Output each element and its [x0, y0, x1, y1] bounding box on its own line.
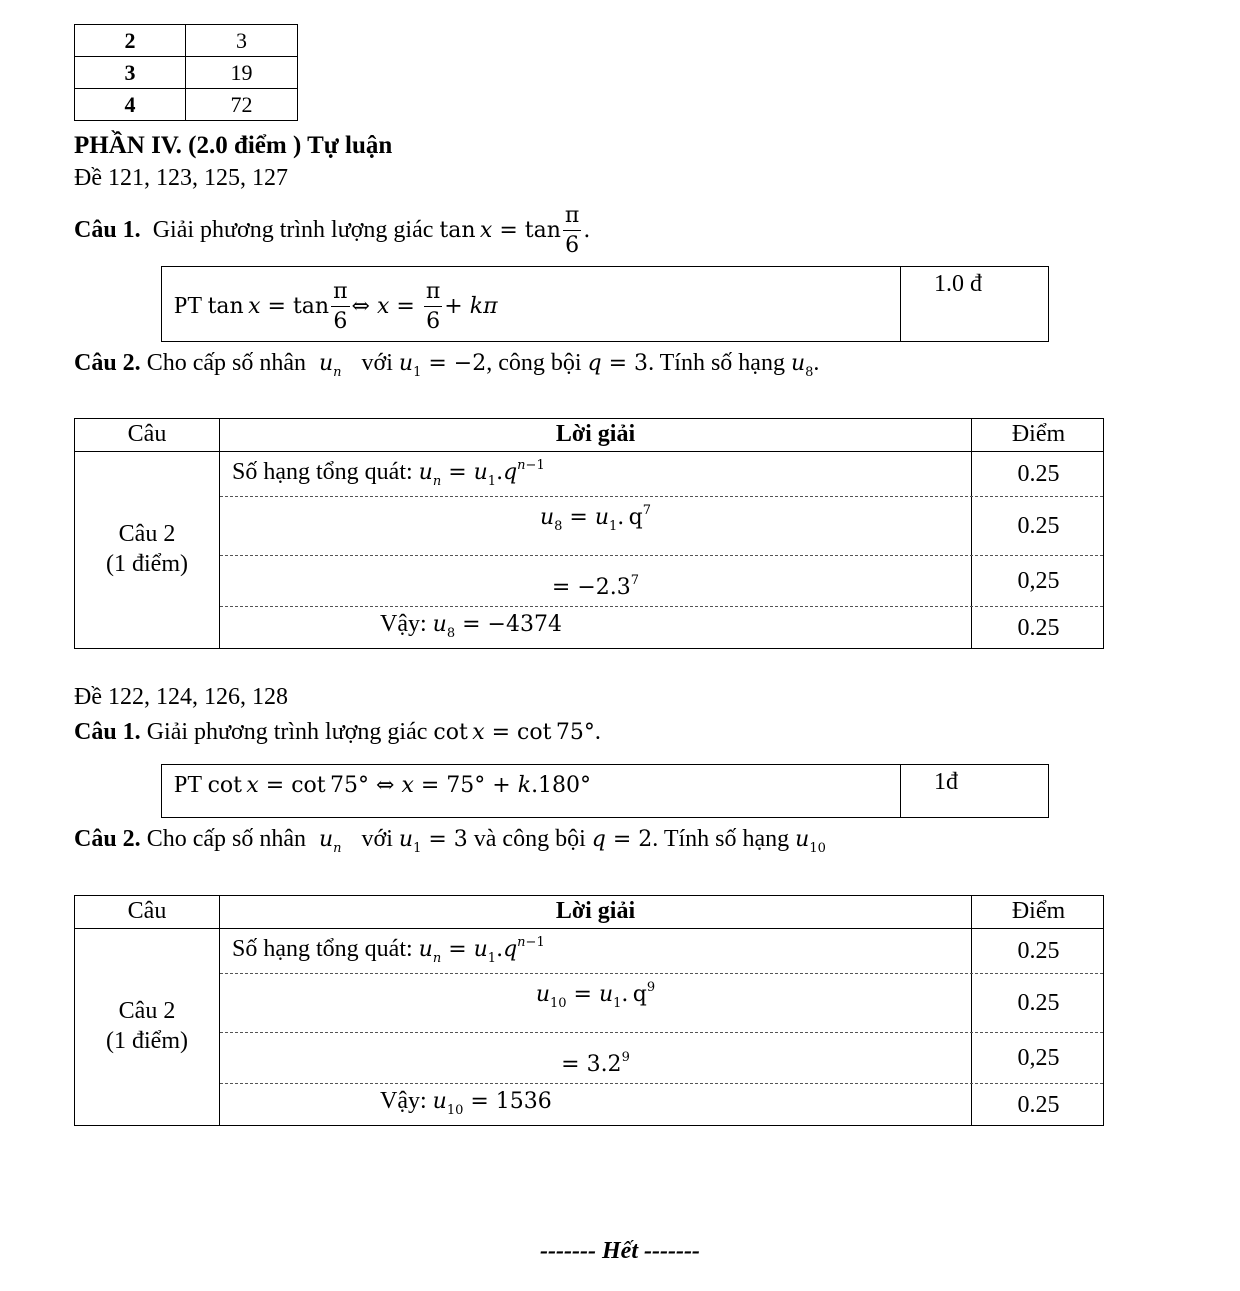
answer-key: 2: [75, 25, 186, 57]
question-label: Câu 1.: [74, 217, 141, 243]
answer-prefix: PT: [174, 772, 202, 798]
solution-prefix: Vậy:: [380, 1088, 427, 1114]
answer-key: 4: [75, 89, 186, 121]
question-text: và công bội: [473, 826, 586, 852]
equation: tan x = tan $\frac{\pi}{6}$ .: [439, 203, 591, 258]
score: 0.25: [1017, 461, 1060, 487]
answer-table: [74, 24, 298, 121]
section-title: PHẦN IV. (2.0 điểm ) Tự luận: [74, 132, 393, 159]
table-row: [75, 25, 298, 57]
question-text: . Tính số hạng: [648, 350, 785, 376]
question-label: Câu 2.: [74, 350, 141, 376]
solution-line: $u_8 = u_1$. $q^7$: [539, 503, 652, 534]
score: 0.25: [1017, 1092, 1060, 1118]
score: 0,25: [1017, 1045, 1060, 1071]
table-row: [75, 57, 298, 89]
solution-line: = $-2.3^7$: [551, 573, 640, 600]
question-label: Câu 1.: [74, 719, 141, 745]
header-loigiai: Lời giải: [555, 898, 636, 924]
question-2: Câu 2. Cho cấp số nhân $u_n$ với $u_1 = -2$, công bội q = 3. Tính số hạng $u_8$.: [74, 350, 820, 380]
question-text: , công bội: [486, 350, 582, 376]
question-text: Cho cấp số nhân: [146, 350, 306, 376]
end-marker: ------- Hết -------: [540, 1238, 700, 1264]
question-text: với: [361, 350, 393, 376]
solution-prefix: Số hạng tổng quát:: [232, 936, 413, 962]
solution-line: Số hạng tổng quát: $u_n = u_1.q^{n-1}$: [232, 935, 545, 966]
header-loigiai: Lời giải: [555, 421, 636, 447]
answer-prefix: PT: [174, 293, 202, 319]
question-1: [74, 205, 590, 257]
answer-text: PT tan x = tan $\frac{\pi}{6}$ ⇔ x = $\frac{\pi}{6}$ + kπ: [174, 279, 498, 334]
answer-value: 19: [186, 57, 298, 89]
answer-box: [161, 764, 1049, 818]
solution-prefix: Vậy:: [380, 611, 427, 637]
row-label: Câu 2: [118, 998, 176, 1024]
question-1: Câu 1. Giải phương trình lượng giác cot x = cot 75°.: [74, 719, 601, 745]
question-text: Cho cấp số nhân: [146, 826, 306, 852]
solution-line: Vậy: $u_8 = -4374$: [380, 611, 562, 641]
solution-table: [74, 895, 1104, 1126]
header-diem: Điểm: [1011, 421, 1066, 447]
question-label: Câu 2.: [74, 826, 141, 852]
answer-key: 3: [75, 57, 186, 89]
exam-codes: Đề 122, 124, 126, 128: [74, 684, 288, 710]
table-row: [75, 89, 298, 121]
score: 0,25: [1017, 568, 1060, 594]
solution-line: = $3.2^9$: [561, 1050, 630, 1077]
score: 1đ: [934, 769, 958, 795]
solution-table: [74, 418, 1104, 649]
row-label: (1 điểm): [106, 1028, 188, 1054]
score: 0.25: [1017, 938, 1060, 964]
header-diem: Điểm: [1011, 898, 1066, 924]
score: 0.25: [1017, 615, 1060, 641]
answer-value: 3: [186, 25, 298, 57]
solution-line: $u_{10} = u_1$. $q^9$: [535, 980, 656, 1011]
answer-value: 72: [186, 89, 298, 121]
question-2: Câu 2. Cho cấp số nhân $u_n$ với $u_1 = 3$ và công bội q = 2. Tính số hạng $u_{10}$: [74, 826, 826, 856]
answer-text: PT cot x = cot 75° ⇔ x = 75° + k.180°: [174, 772, 592, 798]
solution-line: Vậy: $u_{10} = 1536$: [380, 1088, 552, 1118]
solution-line: Số hạng tổng quát: $u_n = u_1.q^{n-1}$: [232, 458, 545, 489]
header-cau: Câu: [127, 898, 167, 924]
question-text: với: [361, 826, 393, 852]
answer-box: [161, 266, 1049, 342]
question-text: . Tính số hạng: [652, 826, 790, 852]
row-label: Câu 2: [118, 521, 176, 547]
exam-codes: Đề 121, 123, 125, 127: [74, 165, 288, 191]
question-text: Giải phương trình lượng giác: [146, 719, 428, 745]
score: 0.25: [1017, 990, 1060, 1016]
score: 0.25: [1017, 513, 1060, 539]
row-label: (1 điểm): [106, 551, 188, 577]
header-cau: Câu: [127, 421, 167, 447]
solution-prefix: Số hạng tổng quát:: [232, 459, 413, 485]
question-text: Giải phương trình lượng giác: [152, 217, 434, 243]
score: 1.0 đ: [934, 271, 982, 297]
